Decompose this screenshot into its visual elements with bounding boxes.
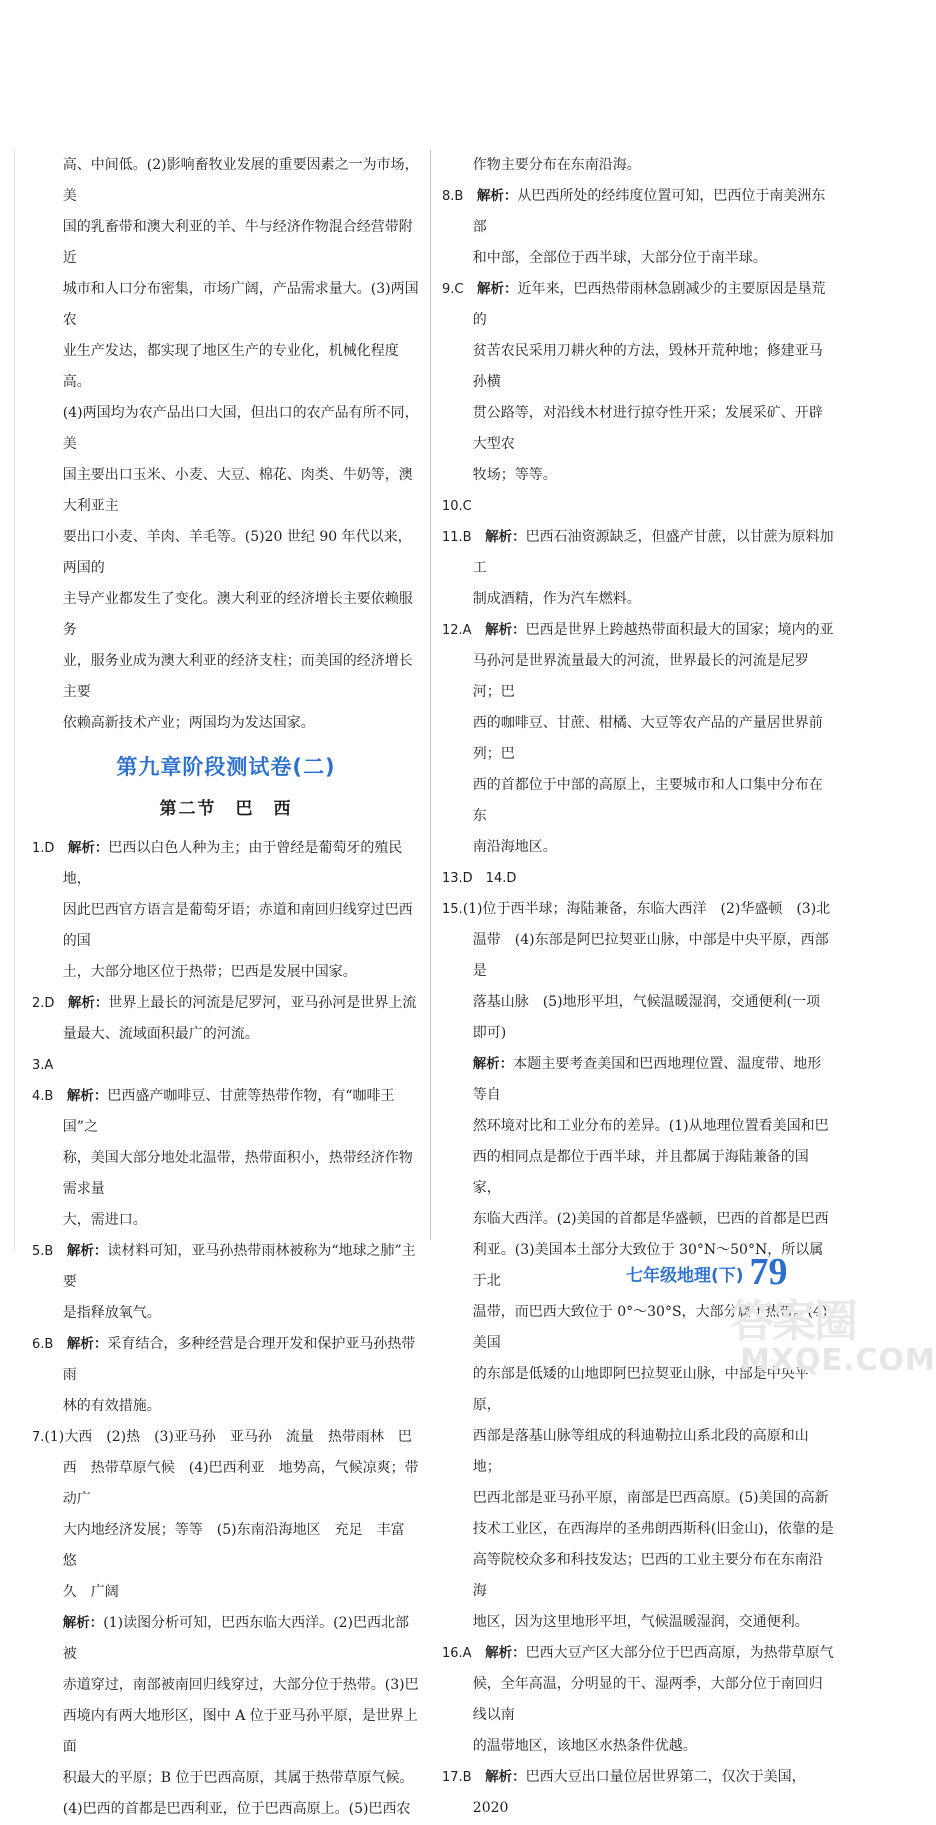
answer-text: 马孙河是世界流量最大的河流，世界最长的河流是尼罗河；巴 [472,653,809,700]
answer-first-line [442,894,834,925]
answer-first-line [442,522,834,584]
question-number: 15. [442,902,463,917]
text-line: 城市和人口分布密集，市场广阔，产品需求量大。(3)两国农 [62,281,419,328]
analysis-label: 解析： [66,1243,108,1259]
analysis-text: (4)巴西的首都是巴西利亚，位于巴西高原上。(5)巴西农 [62,1801,411,1817]
answer-text: 候，全年高温，分明显的干、湿两季，大部分位于南回归线以南 [472,1676,823,1723]
left-column [32,150,420,1825]
answer-first-line [442,181,834,243]
answer-text: (1)大西 (2)热 (3)亚马孙 亚马孙 流量 热带雨林 巴 [44,1429,412,1445]
text-line: 依赖高新技术产业；两国均为发达国家。 [62,715,315,731]
answer-text: 巴西盛产咖啡豆、甘蔗等热带作物，有“咖啡王国”之 [62,1088,395,1135]
answer-text: 巴西大豆出口量位居世界第二，仅次于美国，2020 [472,1769,806,1816]
answer-text: 牧场；等等。 [472,467,557,483]
analysis-text: 西部是落基山脉等组成的科迪勒拉山系北段的高原和山地； [472,1428,809,1475]
watermark-logo [730,1285,936,1380]
answer-text: 贯公路等，对沿线木材进行掠夺性开采；发展采矿、开辟大型农 [472,405,823,452]
continued-text: 作物主要分布在东南沿海。 [472,157,641,173]
answer-first-line [32,833,420,895]
analysis-text: 的东部是低矮的山地即阿巴拉契亚山脉，中部是中央平原， [472,1366,809,1413]
text-line: 业生产发达，都实现了地区生产的专业化，机械化程度高。 [62,343,399,390]
answer-text: 土，大部分地区位于热带；巴西是发展中国家。 [62,964,357,980]
answer-item [32,1422,420,1825]
answer-first-line [442,1638,834,1669]
answer-text: 世界上最长的河流是尼罗河，亚马孙河是世界上流 [108,995,417,1011]
answer-text: 西的咖啡豆、甘蔗、柑橘、大豆等农产品的产量居世界前列；巴 [472,715,823,762]
answer-text: 从巴西所处的经纬度位置可知，巴西位于南美洲东部 [472,188,826,235]
answer-item [442,1762,834,1824]
answer-text: 的温带地区，该地区水热条件优越。 [472,1738,697,1754]
page-number: 79 [749,1251,788,1293]
analysis-text: 高等院校众多和科技发达；巴西的工业主要分布在东南沿海 [472,1552,823,1599]
answer-text: 西的首都位于中部的高原上，主要城市和人口集中分布在东 [472,777,823,824]
answer-text: 西 热带草原气候 (4)巴西利亚 地势高，气候凉爽；带动广 [62,1460,419,1507]
analysis-label: 解析： [485,1769,526,1785]
analysis-label: 解析： [485,529,526,545]
analysis-label: 解析： [476,281,518,297]
book-label: 七年级地理(下) [626,1266,744,1286]
answer-text: (1)位于西半球；海陆兼备，东临大西洋 (2)华盛顿 (3)北 [462,901,831,917]
analysis-text: 然环境对比和工业分布的差异。(1)从地理位置看美国和巴 [472,1118,829,1134]
analysis-label: 解析： [485,622,526,638]
answer-first-line [32,1081,420,1143]
text-line: 业，服务业成为澳大利亚的经济支柱；而美国的经济增长主要 [62,653,413,700]
analysis-label: 解析： [67,995,109,1011]
analysis-text: 地区，因为这里地形平坦，气候温暖湿润，交通便利。 [472,1614,809,1630]
question-number: 3.A [32,1058,54,1073]
answer-text: 称，美国大部分地处北温带，热带面积小，热带经济作物需求量 [62,1150,413,1197]
question-number: 7. [32,1430,45,1445]
answer-first-line [442,615,834,646]
right-column [442,150,834,1824]
answer-first-line [442,274,834,336]
text-line: 高、中间低。(2)影响畜牧业发展的重要因素之一为市场，美 [62,157,419,204]
intro-paragraph [32,150,420,739]
analysis-label: 解析： [62,1615,104,1631]
question-number: 2.D [32,996,55,1011]
analysis-text: 西的相同点是都位于西半球，并且都属于海陆兼备的国家， [472,1149,809,1196]
answer-first-line [32,1050,420,1081]
analysis-text: 巴西北部是亚马孙平原，南部是巴西高原。(5)美国的高新 [472,1490,829,1506]
question-number: 4.B [32,1089,54,1104]
analysis-text: 技术工业区，在西海岸的圣弗朗西斯科(旧金山)，依靠的是 [472,1521,834,1537]
analysis-line [32,1608,420,1670]
question-number: 5.B [32,1244,54,1259]
analysis-text: 温带，而巴西大致位于 0°～30°S，大部分属于热带。(4)美国 [472,1304,828,1351]
question-number: 13.D 14.D [442,871,517,886]
analysis-label: 解析： [67,840,109,856]
question-number: 6.B [32,1337,54,1352]
answer-item [32,1236,420,1329]
analysis-text: 积最大的平原；B 位于巴西高原，其属于热带草原气候。 [62,1770,414,1786]
text-line: (4)两国均为农产品出口大国，但出口的农产品有所不同，美 [62,405,419,452]
answer-text: 落基山脉 (5)地形平坦，气候温暖湿润，交通便利(一项 [472,994,821,1010]
analysis-label: 解析： [66,1336,108,1352]
section-title: 第二节 巴 西 [159,799,293,819]
analysis-text: (1)读图分析可知，巴西东临大西洋。(2)巴西北部被 [62,1615,409,1662]
answer-text: 巴西大豆产区大部分位于巴西高原，为热带草原气 [525,1645,834,1661]
analysis-text: 东临大西洋。(2)美国的首都是华盛顿，巴西的首都是巴西 [472,1211,829,1227]
question-number: 8.B [442,189,464,204]
answer-text: 近年来，巴西热带雨林急剧减少的主要原因是垦荒的 [472,281,826,328]
answer-text: 巴西以白色人种为主；由于曾经是葡萄牙的殖民地， [62,840,403,887]
answer-text: 贫苦农民采用刀耕火种的方法，毁林开荒种地；修建亚马孙横 [472,343,823,390]
answer-text: 和中部，全部位于西半球，大部分位于南半球。 [472,250,767,266]
answer-item [442,615,834,863]
answer-first-line [32,1329,420,1391]
answer-item [32,1329,420,1422]
answer-item [442,491,834,522]
answer-item [32,1050,420,1081]
question-number: 10.C [442,499,472,514]
text-line: 国的乳畜带和澳大利亚的羊、牛与经济作物混合经营带附近 [62,219,413,266]
question-number: 17.B [442,1770,472,1785]
analysis-text: 赤道穿过，南部被南回归线穿过，大部分位于热带。(3)巴 [62,1677,419,1693]
answer-text: 温带 (4)东部是阿巴拉契亚山脉，中部是中央平原，西部是 [472,932,829,979]
answer-item [442,1638,834,1762]
answer-item [32,988,420,1050]
analysis-label: 解析： [66,1088,108,1104]
answer-first-line [32,1422,420,1453]
answer-text: 制成酒精，作为汽车燃料。 [472,591,641,607]
analysis-text: 西境内有两大地形区，图中 A 位于亚马孙平原，是世界上面 [62,1708,418,1755]
answer-first-line [442,1762,834,1824]
answer-item [442,274,834,491]
answer-first-line [32,988,420,1019]
answer-text: 久 广阔 [62,1584,119,1600]
answer-first-line [32,1236,420,1298]
question-number: 11.B [442,530,472,545]
question-number: 9.C [442,282,464,297]
answer-text: 读材料可知，亚马孙热带雨林被称为“地球之肺”主要 [62,1243,416,1290]
watermark-text: 答案圈 [730,1296,856,1347]
text-line: 要出口小麦、羊肉、羊毛等。(5)20 世纪 90 年代以来，两国的 [62,529,412,576]
answer-text: 林的有效措施。 [62,1398,161,1414]
answer-item [442,863,834,894]
answer-text: 采育结合，多种经营是合理开发和保护亚马孙热带雨 [62,1336,416,1383]
answer-text: 巴西石油资源缺乏，但盛产甘蔗，以甘蔗为原料加工 [472,529,834,576]
analysis-text: 本题主要考查美国和巴西地理位置、温度带、地形等自 [472,1056,822,1103]
answer-text: 巴西是世界上跨越热带面积最大的国家；境内的亚 [525,622,834,638]
question-number: 16.A [442,1646,472,1661]
analysis-label: 解析： [485,1645,526,1661]
question-number: 1.D [32,841,55,856]
answer-text: 大，需进口。 [62,1212,147,1228]
margin-rule [14,150,15,1250]
answer-text: 南沿海地区。 [472,839,557,855]
question-number: 12.A [442,623,472,638]
analysis-text: 利亚。(3)美国本土部分大致位于 30°N～50°N，所以属于北 [472,1242,824,1289]
analysis-line [442,1049,834,1111]
text-line: 国主要出口玉米、小麦、大豆、棉花、肉类、牛奶等，澳大利亚主 [62,467,413,514]
answer-first-line [442,491,834,522]
answer-text: 因此巴西官方语言是葡萄牙语；赤道和南回归线穿过巴西的国 [62,902,413,949]
column-divider [430,150,431,1240]
text-line: 主导产业都发生了变化。澳大利亚的经济增长主要依赖服务 [62,591,413,638]
analysis-label: 解析： [472,1056,514,1072]
answer-item [442,522,834,615]
answer-item [32,1081,420,1236]
answer-text: 即可) [472,1025,507,1041]
answer-text: 大内地经济发展；等等 (5)东南沿海地区 充足 丰富 悠 [62,1522,419,1569]
answer-text: 量最大、流域面积最广的河流。 [62,1026,259,1042]
analysis-label: 解析： [476,188,518,204]
answer-item [32,833,420,988]
chapter-title: 第九章阶段测试卷(二) [116,755,336,779]
answer-text: 是指释放氧气。 [62,1305,161,1321]
watermark-url: MXQE.COM [740,1343,936,1378]
answer-item [442,181,834,274]
answer-first-line [442,863,834,894]
